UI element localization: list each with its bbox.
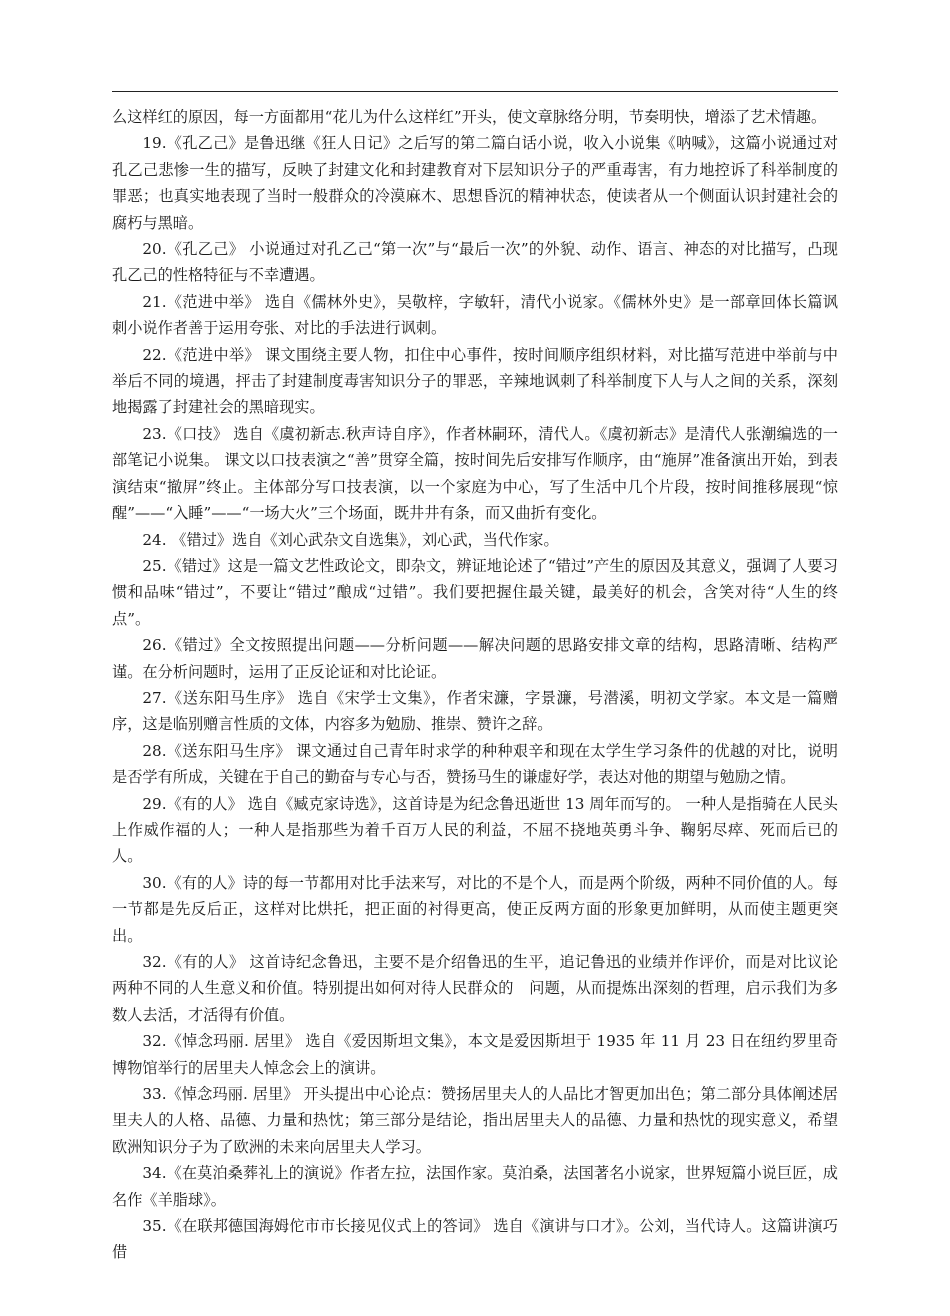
paragraph-27: 27.《送东阳马生序》 选自《宋学士文集》，作者宋濂，字景濂，号潜溪，明初文学家。本文是一篇赠序，这是临别赠言性质的文体，内容多为勉励、推崇、赞许之辞。 (112, 688, 838, 734)
paragraph-35: 35.《在联邦德国海姆佗市市长接见仪式上的答词》 选自《演讲与口才》。公刘，当代诗人。这篇讲演巧借 (112, 1217, 838, 1262)
paragraph-22: 22.《范进中举》 课文围绕主要人物，扣住中心事件，按时间顺序组织材料，对比描写范进中举前与中举后不同的境遇，抨击了封建制度毒害知识分子的罪恶，辛辣地讽刺了科举制度下人与人之间的关系，深刻地揭露了封建社会的黑暗现实。 (112, 345, 838, 417)
paragraph-20: 20.《孔乙己》 小说通过对孔乙己“第一次”与“最后一次”的外貌、动作、语言、神态的对比描写，凸现孔乙己的性格特征与不幸遭遇。 (112, 240, 838, 285)
paragraph-32a: 32.《有的人》 这首诗纪念鲁迅，主要不是介绍鲁迅的生平，追记鲁迅的业绩并作评价，而是对比议论两种不同的人生意义和价值。特别提出如何对待人民群众的 问题，从而提炼出深刻的哲理，启示我们为多数人去活，才活得有价值。 (112, 953, 838, 1024)
paragraph-continuation: 么这样红的原因，每一方面都用“花儿为什么这样红”开头，使文章脉络分明，节奏明快，增添了艺术情趣。 (112, 108, 827, 126)
paragraph-21: 21.《范进中举》 选自《儒林外史》，吴敬梓，字敏轩，清代小说家。《儒林外史》是一部章回体长篇讽刺小说作者善于运用夸张、对比的手法进行讽刺。 (112, 292, 838, 338)
paragraph-23: 23.《口技》 选自《虞初新志.秋声诗自序》，作者林嗣环，清代人。《虞初新志》是清代人张潮编选的一部笔记小说集。 课文以口技表演之“善”贯穿全篇，按时间先后安排写作顺序，由“施屏”准备演出开始，到表演结束“撤屏”终止。主体部分写口技表演，以一个家庭为中心，写了生活中几个片段，按时间推移展现“惊醒”——“入睡”——“一场大火”三个场面，既井井有条，而又曲折有变化。 (112, 424, 838, 523)
paragraph-28: 28.《送东阳马生序》 课文通过自己青年时求学的种种艰辛和现在太学生学习条件的优越的对比，说明是否学有所成，关键在于自己的勤奋与专心与否，赞扬马生的谦虚好学，表达对他的期望与勉励之情。 (112, 741, 838, 787)
document-body (112, 104, 838, 1266)
paragraph-32b: 32.《悼念玛丽. 居里》 选自《爱因斯坦文集》，本文是爱因斯坦于 1935 年 11 月 23 日在纽约罗里奇博物馆举行的居里夫人悼念会上的演讲。 (112, 1032, 838, 1077)
paragraph-19: 19.《孔乙己》是鲁迅继《狂人日记》之后写的第二篇白话小说，收入小说集《呐喊》，这篇小说通过对孔乙己悲惨一生的描写，反映了封建文化和封建教育对下层知识分子的严重毒害，有力地控诉了科举制度的罪恶；也真实地表现了当时一般群众的冷漠麻木、思想昏沉的精神状态，使读者从一个侧面认识封建社会的腐朽与黑暗。 (112, 134, 838, 232)
paragraph-26: 26.《错过》全文按照提出问题——分析问题——解决问题的思路安排文章的结构，思路清晰、结构严谨。在分析问题时，运用了正反论证和对比论证。 (112, 636, 838, 681)
paragraph-30: 30.《有的人》诗的每一节都用对比手法来写，对比的不是个人，而是两个阶级，两种不同价值的人。每一节都是先反后正，这样对比烘托，把正面的衬得更高，使正反两方面的形象更加鲜明，从而使主题更突出。 (112, 873, 838, 945)
paragraph-34: 34.《在莫泊桑葬礼上的演说》作者左拉，法国作家。莫泊桑，法国著名小说家，世界短篇小说巨匠，成名作《羊脂球》。 (112, 1164, 838, 1209)
paragraph-29: 29.《有的人》 选自《臧克家诗选》，这首诗是为纪念鲁迅逝世 13 周年而写的。 一种人是指骑在人民头上作威作福的人；一种人是指那些为着千百万人民的利益，不屈不挠地英勇斗争、鞠躬尽瘁、死而后已的人。 (112, 794, 838, 866)
paragraph-24: 24. 《错过》选自《刘心武杂文自选集》，刘心武，当代作家。 (142, 530, 559, 549)
header-rule (112, 91, 838, 92)
paragraph-25: 25.《错过》这是一篇文艺性政论文，即杂文，辨证地论述了“错过”产生的原因及其意义，强调了人要习惯和品味“错过”，不要让“错过”酿成“过错”。我们要把握住最关键，最美好的机会，含笑对待“人生的终点”。 (112, 556, 838, 628)
paragraph-33: 33.《悼念玛丽. 居里》 开头提出中心论点：赞扬居里夫人的人品比才智更加出色；第二部分具体阐述居里夫人的人格、品德、力量和热忱；第三部分是结论，指出居里夫人的品德、力量和热忱的现实意义，希望欧洲知识分子为了欧洲的未来向居里夫人学习。 (112, 1085, 838, 1156)
